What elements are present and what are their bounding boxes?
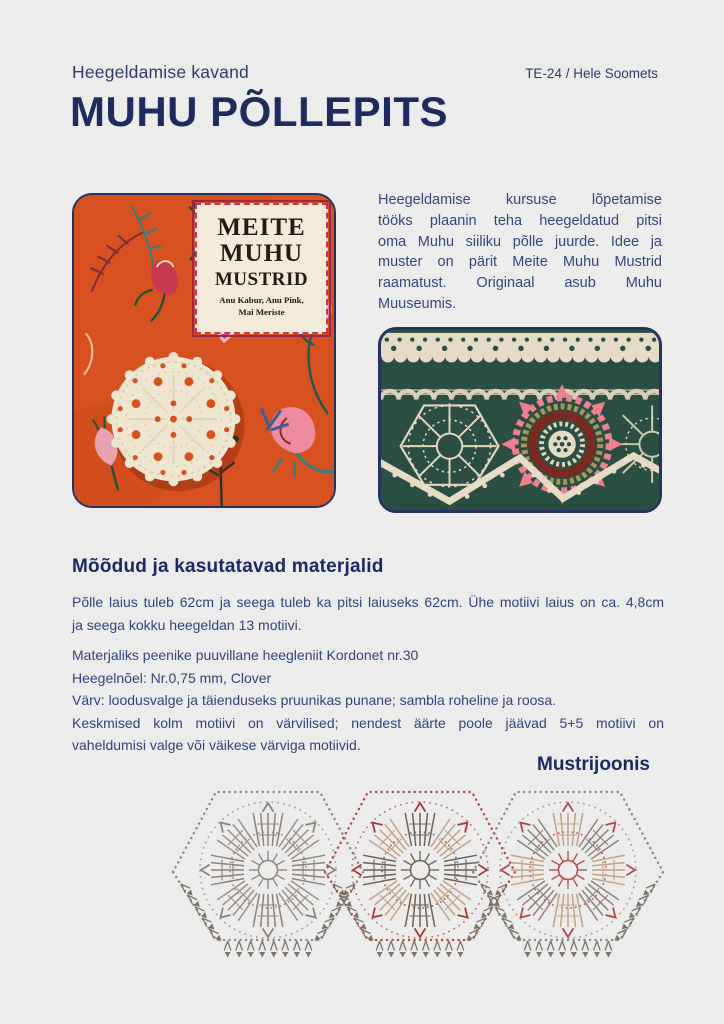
intro-paragraph: Heegeldamise kursuse lõpetamise tööks plaanin teha heegeldatud pitsi oma Muhu siiliku põlle juurde. Idee ja muster on pärit Meite Muhu Mustrid raamatust. Originaal asub Muhu Muuseumis. (378, 192, 662, 312)
page-title: MUHU PÕLLEPITS (70, 88, 449, 135)
lace-sample-photo (378, 327, 662, 513)
lace-photo-art (381, 330, 659, 510)
book-title-line: MUSTRID (214, 268, 309, 290)
book-title-line: MUHU (219, 240, 304, 268)
book-authors: Anu Kabur, Anu Pink, Mai Meriste (219, 295, 304, 317)
crochet-pattern-diagram (0, 770, 724, 980)
book-title-line: MEITE (217, 214, 306, 241)
section-heading-pattern: Mustrijoonis (537, 754, 650, 775)
materials-line: Heegelnõel: Nr.0,75 mm, Clover (72, 669, 272, 686)
document-type-label: Heegeldamise kavand (72, 62, 249, 82)
section-heading-materials: Mõõdud ja kasutatavad materjalid (72, 556, 384, 577)
materials-list (72, 644, 664, 757)
materials-note-line: vaheldumisi valge või väikese värviga motiivid. (72, 737, 361, 753)
materials-paragraph: Põlle laius tuleb 62cm ja seega tuleb ka pitsi laiuseks 62cm. Ühe motiivi laius on ca. 4,8cm ja seega kokku heegeldan 13 motiivi. (72, 594, 664, 633)
materials-line: Värv: loodusvalge ja täienduseks pruunikas punane; sambla roheline ja roosa. (72, 692, 557, 708)
book-title-label (195, 203, 328, 334)
book-cover-photo (72, 193, 336, 508)
materials-note-line: Keskmised kolm motiivi on värvilised; nendest äärte poole jäävad 5+5 motiivi on (72, 714, 664, 731)
materials-line: Materjaliks peenike puuvillane heegleniit Kordonet nr.30 (72, 647, 419, 663)
crochet-motif-diagram (468, 770, 668, 970)
author-byline: TE-24 / Hele Soomets (525, 66, 658, 81)
